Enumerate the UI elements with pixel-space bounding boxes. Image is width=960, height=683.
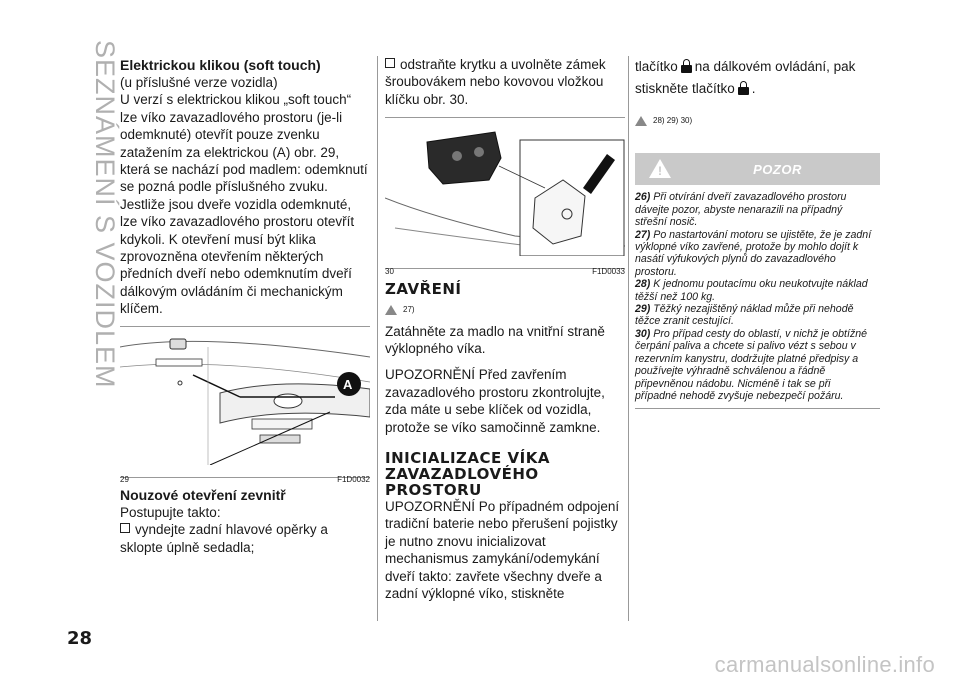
warning-triangle-icon xyxy=(635,116,647,126)
figure-29 xyxy=(120,326,370,485)
heading-soft-touch: Elektrickou klikou (soft touch) xyxy=(120,57,321,73)
column-3 xyxy=(635,56,880,409)
procedure-intro: Postupujte takto: xyxy=(120,504,221,520)
warning-note: 29) Těžký nezajištěný náklad může při nehodě těžce zranit cestující. xyxy=(635,303,854,328)
warning-triangle-icon xyxy=(385,305,397,315)
unlock-para: Jestliže jsou dveře vozidla odemknuté, lze víko zavazadlového prostoru otevřít kdykoli. K otevření musí být klika zprovozněna otevřením některých předních dveří nebo odemknutím dveří dálkovým ovládáním či mechanickým klíčem. xyxy=(120,196,355,317)
figure-caption xyxy=(120,469,370,488)
figure-number: 30 xyxy=(385,266,394,276)
warning-references: 28) 29) 30) xyxy=(635,112,880,129)
bullet-marker xyxy=(120,523,130,533)
warning-note: 30) Pro případ cesty do oblastí, v nichž je obtížné čerpání paliva a chcete si palivo vézt s sebou v rezervním kanystru, dodržujte platné předpisy a používejte výhradně schválenou a řádně připevněnou nádobu. Nicméně i tak se při případné nehodě zvyšuje nebezpečí požáru. xyxy=(635,327,868,402)
figure-code: F1D0032 xyxy=(337,475,370,485)
column-divider xyxy=(377,56,378,621)
figure-30 xyxy=(385,117,625,276)
bullet-marker xyxy=(385,58,395,68)
tailgate-handle-illustration xyxy=(120,327,370,465)
warning-note: 27) Po nastartování motoru se ujistěte, že je zadní výklopné víko zavřené, protože by mohlo dojít k nasátí výfukových plynů do zavazadlového prostoru. xyxy=(635,228,872,278)
lock-icon xyxy=(681,59,692,73)
warning-note: 26) Při otvírání dveří zavazadlového prostoru dávejte pozor, abyste nenarazili na případný střešní nosič. xyxy=(635,191,847,229)
column-divider xyxy=(628,56,629,621)
version-note: (u příslušné verze vozidla) xyxy=(120,75,278,90)
section-side-title: SEZNÁMENÍ S VOZIDLEM xyxy=(90,40,120,389)
heading-emergency-open: Nouzové otevření zevnitř xyxy=(120,486,286,503)
column-2 xyxy=(385,56,625,603)
callout-label-a: A xyxy=(343,376,353,392)
soft-touch-para: U verzí s elektrickou klikou „soft touch“ lze víko zavazadlového prostoru (je-li odemknuté) otevřít pouze zvenku zatažením za elektrickou (A) obr. 29, která se nachází pod madlem: odemknutí se pozná podle příslušného zvuku. xyxy=(120,92,368,195)
figure-caption xyxy=(385,261,625,280)
column-1 xyxy=(120,56,370,556)
warning-note: 28) K jednomu poutacímu oku neukotvujte náklad těžší než 100 kg. xyxy=(635,278,868,303)
closing-caution: UPOZORNĚNÍ Před zavřením zavazadlového prostoru zkontrolujte, zda máte u sebe klíček od vozidla, protože se víko samočinně zamkne. xyxy=(385,367,605,435)
page-number: 28 xyxy=(67,628,93,649)
initialization-text: UPOZORNĚNÍ Po případném odpojení tradiční baterie nebo přerušení pojistky je nutno znovu inicializovat mechanismus zamykání/odemykání dveří takto: zavřete všechny dveře a zadní výklopné víko, stiskněte xyxy=(385,499,620,602)
lock-icon xyxy=(738,81,749,95)
warning-reference: 27) xyxy=(385,301,625,318)
heading-initialization: INICIALIZACE VÍKA ZAVAZADLOVÉHO PROSTORU xyxy=(385,449,550,500)
bullet-headrests: vyndejte zadní hlavové opěrky a sklopte úplně sedadla; xyxy=(120,522,328,555)
remote-instruction: tlačítko na dálkovém ovládání, pak stiskněte tlačítko . xyxy=(635,59,856,96)
warning-box-title: POZOR xyxy=(753,162,802,178)
closing-text: Zatáhněte za madlo na vnitřní straně výklopného víka. xyxy=(385,323,605,357)
bullet-cap: odstraňte krytku a uvolněte zámek šroubovákem nebo kovovou vložkou klíčku obr. 30. xyxy=(385,57,606,107)
watermark: carmanualsonline.info xyxy=(714,652,935,677)
figure-number: 29 xyxy=(120,475,129,485)
warning-box-header: ! POZOR xyxy=(635,153,880,185)
lock-release-illustration xyxy=(385,118,625,256)
warning-box-body xyxy=(635,185,880,409)
heading-closing: ZAVŘENÍ xyxy=(385,280,462,299)
figure-code: F1D0033 xyxy=(592,266,625,276)
